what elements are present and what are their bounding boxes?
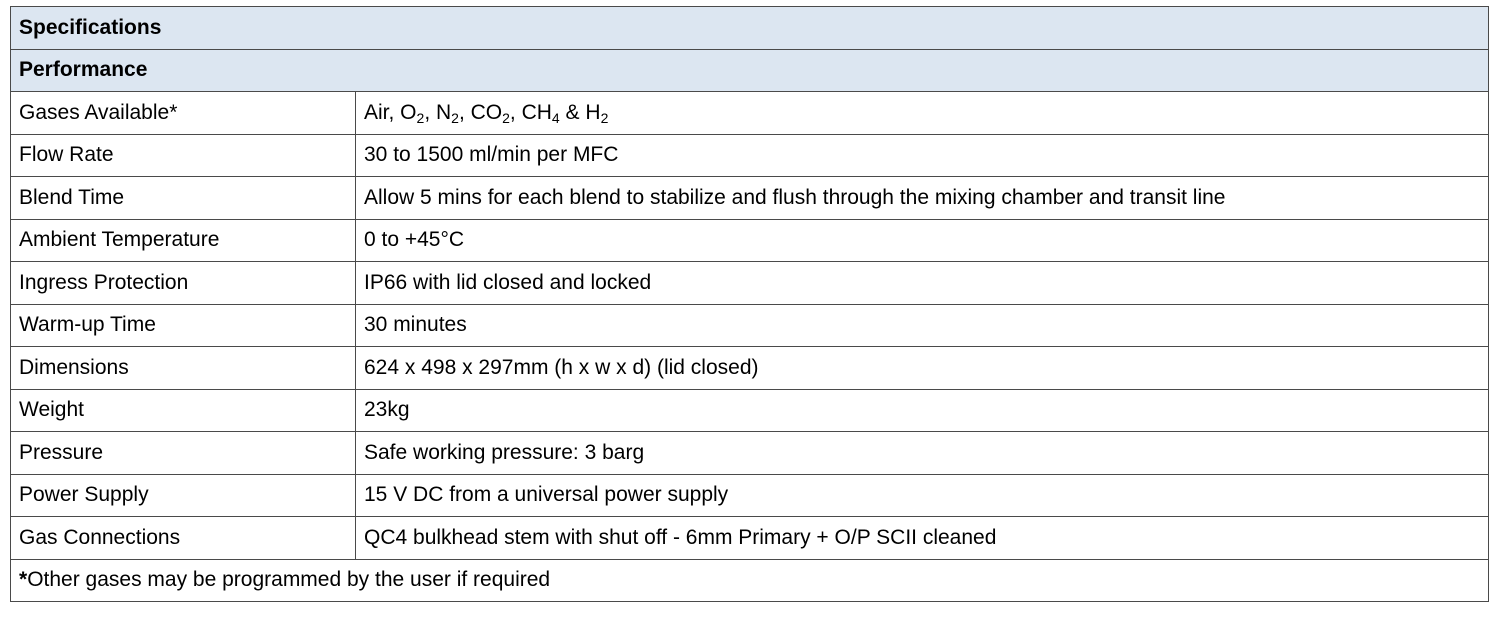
table-row [11,474,1489,517]
row-value: 15 V DC from a universal power supply [356,474,1489,517]
row-value: 624 x 498 x 297mm (h x w x d) (lid closed) [356,347,1489,390]
row-label: Dimensions [11,347,356,390]
table-title-row [11,7,1489,50]
gas-item: , $CO_2$ [458,100,510,126]
table-row [11,432,1489,475]
gases-label-text: Gases Available [19,100,170,124]
gas-item: , $N_2$ [424,100,459,126]
row-value: IP66 with lid closed and locked [356,262,1489,305]
row-value: 23kg [356,389,1489,432]
table-row [11,262,1489,305]
row-value [356,92,1489,135]
gas-item: & $H_2$ [559,100,609,126]
section-header: Performance [11,49,1489,92]
row-label [11,92,356,135]
row-value: 0 to +45°C [356,219,1489,262]
table-row [11,177,1489,220]
table-row [11,92,1489,135]
row-value: 30 to 1500 ml/min per MFC [356,134,1489,177]
row-value: 30 minutes [356,304,1489,347]
row-label: Warm-up Time [11,304,356,347]
gases-label-mark: * [169,100,178,124]
row-label: Pressure [11,432,356,475]
table-row [11,389,1489,432]
row-label: Ambient Temperature [11,219,356,262]
row-label: Blend Time [11,177,356,220]
row-label: Gas Connections [11,517,356,560]
row-value: Allow 5 mins for each blend to stabilize and flush through the mixing chamber and transit line [356,177,1489,220]
gas-item: Air, $O_2$ [364,100,425,126]
table-row [11,347,1489,390]
section-header-row [11,49,1489,92]
specifications-table [10,6,1489,602]
row-label: Weight [11,389,356,432]
table-row [11,304,1489,347]
footnote-row [11,559,1489,602]
row-label: Flow Rate [11,134,356,177]
row-label: Ingress Protection [11,262,356,305]
footnote-mark: * [19,568,28,592]
row-value: Safe working pressure: 3 barg [356,432,1489,475]
gas-item: , $CH_4$ [509,100,560,126]
table-row [11,134,1489,177]
table-row [11,219,1489,262]
table-title: Specifications [11,7,1489,50]
row-value: QC4 bulkhead stem with shut off - 6mm Primary + O/P SCII cleaned [356,517,1489,560]
table-row [11,517,1489,560]
footnote [11,559,1489,602]
row-label: Power Supply [11,474,356,517]
footnote-text: Other gases may be programmed by the user if required [27,568,551,592]
